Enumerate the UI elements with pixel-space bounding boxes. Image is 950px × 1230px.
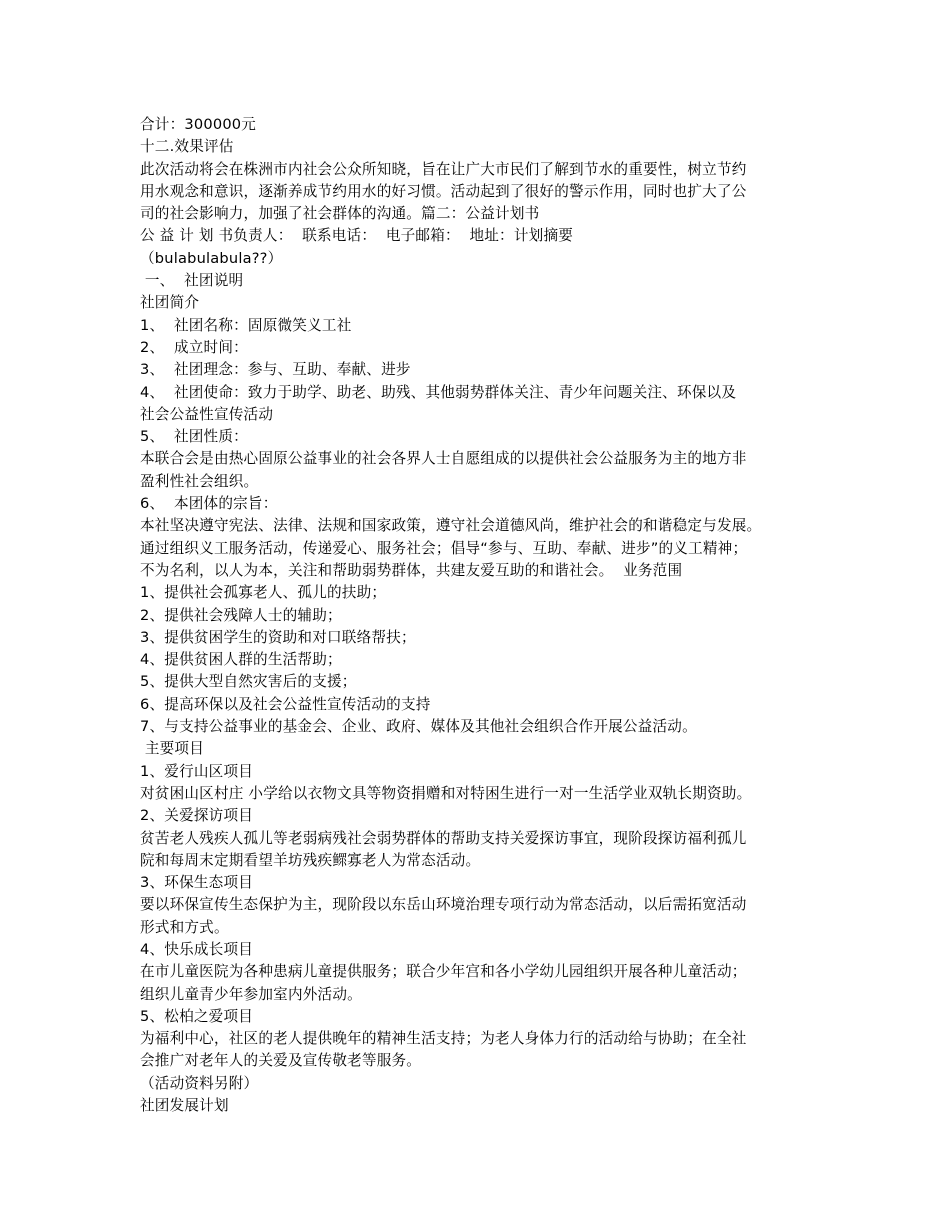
list-item-continuation: 社会公益性宣传活动 [140,405,274,423]
list-item: 6、 本团体的宗旨： [140,495,278,513]
paragraph-line: 本社坚决遵守宪法、法律、法规和国家政策，遵守社会道德风尚，维护社会的和谐稳定与发展。 [140,517,762,535]
paragraph-line: 用水观念和意识，逐渐养成节约用水的好习惯。活动起到了很好的警示作用，同时也扩大了公 [140,182,747,200]
project-title: 5、松柏之爱项目 [140,1007,254,1025]
paragraph-line: 不为名利，以人为本，关注和帮助弱势群体，共建友爱互助的和谐社会。 业务范围 [140,561,683,579]
list-item: 5、 社团性质： [140,428,248,446]
section-heading-evaluation: 十二.效果评估 [140,138,234,156]
document-body [140,114,820,1117]
project-description: 要以环保宣传生态保护为主，现阶段以东岳山环境治理专项行动为常态活动，以后需拓宽活动 [140,896,747,914]
project-title: 4、快乐成长项目 [140,940,254,958]
attachment-note: （活动资料另附） [140,1074,259,1092]
project-description: 院和每周末定期看望羊坊残疾鳏寡老人为常态活动。 [140,851,481,869]
project-title: 3、环保生态项目 [140,874,254,892]
plan-header-line: 公 益 计 划 书负责人： 联系电话： 电子邮箱： 地址：计划摘要 [140,227,574,245]
scope-item: 5、提供大型自然灾害后的支援； [140,673,357,691]
project-description: 在市儿童医院为各种患病儿童提供服务；联合少年宫和各小学幼儿园组织开展各种儿童活动； [140,963,747,981]
project-description: 为福利中心，社区的老人提供晚年的精神生活支持；为老人身体力行的活动给与协助；在全社 [140,1030,747,1048]
subheading-main-projects: 主要项目 [140,740,205,758]
scope-item: 7、与支持公益事业的基金会、企业、政府、媒体及其他社会组织合作开展公益活动。 [140,718,697,736]
scope-item: 4、提供贫困人群的生活帮助； [140,651,342,669]
scope-item: 3、提供贫困学生的资助和对口联络帮扶； [140,628,416,646]
scope-item: 2、提供社会残障人士的辅助； [140,606,342,624]
placeholder-line: （bulabulabula??） [140,249,283,267]
paragraph-line: 盈利性社会组织。 [140,472,259,490]
subheading-club-intro: 社团简介 [140,294,200,312]
project-description: 对贫困山区村庄 小学给以衣物文具等物资捐赠和对特困生进行一对一生活学业双轨长期资助。 [140,784,752,802]
list-item: 1、 社团名称：固原微笑义工社 [140,316,352,334]
project-description: 组织儿童青少年参加室内外活动。 [140,985,362,1003]
scope-item: 6、提高环保以及社会公益性宣传活动的支持 [140,695,431,713]
project-description: 贫苦老人残疾人孤儿等老弱病残社会弱势群体的帮助支持关爱探访事宜，现阶段探访福利孤儿 [140,829,747,847]
section-heading-club: 一、 社团说明 [140,272,244,290]
project-description: 会推广对老年人的关爱及宣传敬老等服务。 [140,1052,422,1070]
paragraph-line: 通过组织义工服务活动，传递爱心、服务社会；倡导“参与、互助、奉献、进步”的义工精神； [140,539,748,557]
subheading-development-plan: 社团发展计划 [140,1097,229,1115]
paragraph-line: 此次活动将会在株洲市内社会公众所知晓，旨在让广大市民们了解到节水的重要性，树立节约 [140,160,747,178]
list-item: 4、 社团使命：致力于助学、助老、助残、其他弱势群体关注、青少年问题关注、环保以及 [140,383,737,401]
project-description: 形式和方式。 [140,918,229,936]
total-line: 合计：300000元 [140,116,257,133]
project-title: 2、关爱探访项目 [140,807,254,825]
paragraph-line: 司的社会影响力，加强了社会群体的沟通。篇二：公益计划书 [140,205,540,223]
list-item: 2、 成立时间： [140,338,248,356]
project-title: 1、爱行山区项目 [140,762,254,780]
list-item: 3、 社团理念：参与、互助、奉献、进步 [140,361,411,379]
paragraph-line: 本联合会是由热心固原公益事业的社会各界人士自愿组成的以提供社会公益服务为主的地方非 [140,450,747,468]
scope-item: 1、提供社会孤寡老人、孤儿的扶助； [140,584,387,602]
